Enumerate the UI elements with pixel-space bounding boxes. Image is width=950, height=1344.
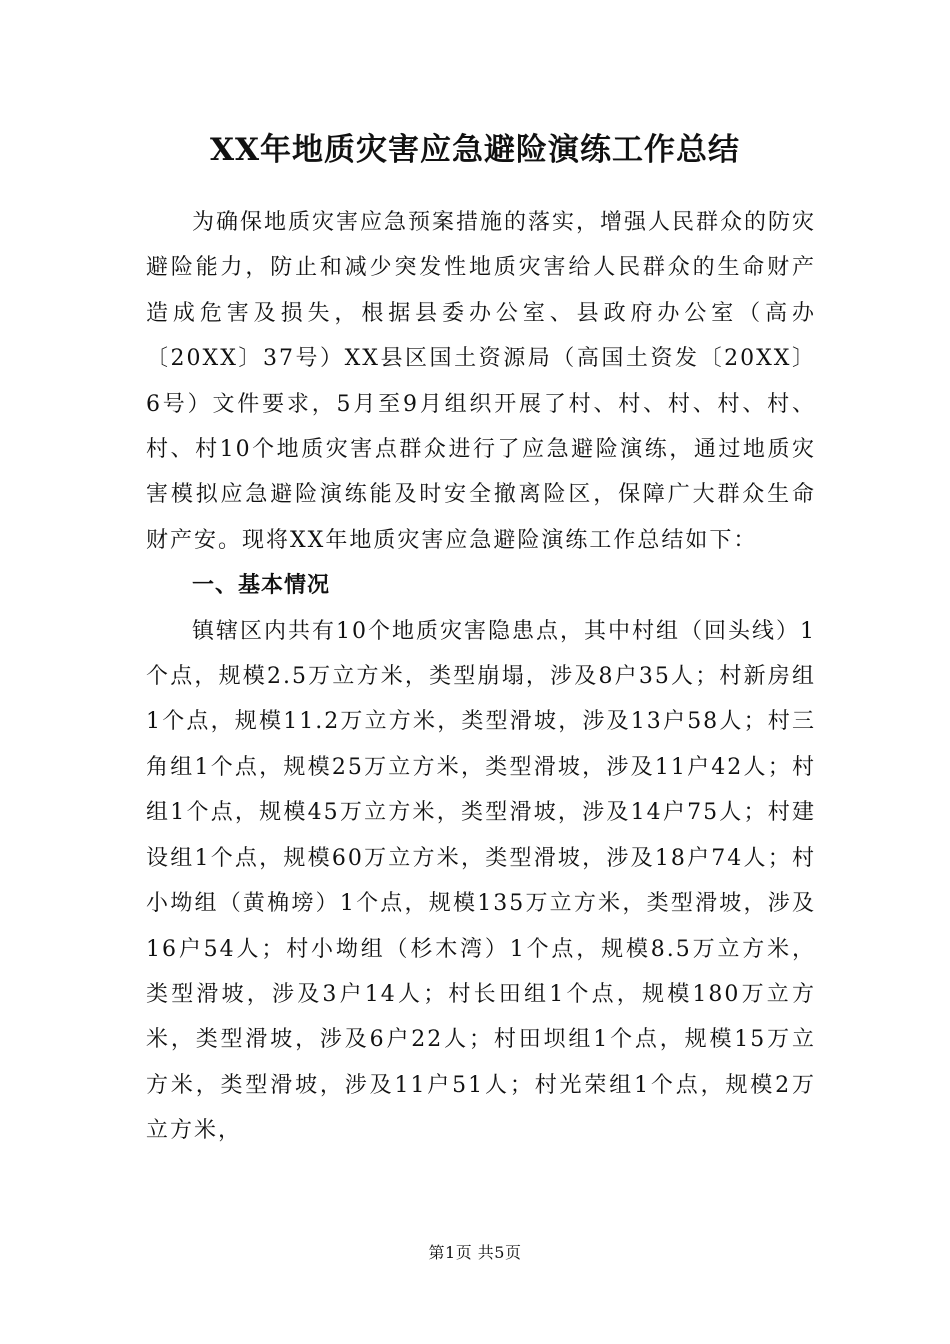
section-heading-basic-situation: 一、基本情况 xyxy=(192,573,331,599)
intro-paragraph: 为确保地质灾害应急预案措施的落实，增强人民群众的防灾避险能力，防止和减少突发性地质灾害给人民群众的生命财产造成危害及损失，根据县委办公室、县政府办公室（高办〔20XX〕37号）XX县区国土资源局（高国土资发〔20XX〕6号）文件要求，5月至9月组织开展了村、村、村、村、村、村、村10个地质灾害点群众进行了应急避险演练，通过地质灾害模拟应急避险演练能及时安全撤离险区，保障广大群众生命财产安。现将XX年地质灾害应急避险演练工作总结如下： xyxy=(146,210,817,553)
document-title: XX年地质灾害应急避险演练工作总结 xyxy=(209,132,741,168)
document-body xyxy=(146,200,816,1154)
section-paragraph-basic-situation: 镇辖区内共有10个地质灾害隐患点，其中村组（回头线）1个点，规模2.5万立方米，类型崩塌，涉及8户35人；村新房组1个点，规模11.2万立方米，类型滑坡，涉及13户58人；村三角组1个点，规模25万立方米，类型滑坡，涉及11户42人；村组1个点，规模45万立方米，类型滑坡，涉及14户75人；村建设组1个点，规模60万立方米，类型滑坡，涉及18户74人；村小坳组（黄桷塝）1个点，规模135万立方米，类型滑坡，涉及16户54人；村小坳组（杉木湾）1个点，规模8.5万立方米，类型滑坡，涉及3户14人；村长田组1个点，规模180万立方米，类型滑坡，涉及6户22人；村田坝组1个点，规模15万立方米，类型滑坡，涉及11户51人；村光荣组1个点，规模2万立方米， xyxy=(146,618,816,1144)
page-footer: 第1页 共5页 xyxy=(428,1243,522,1262)
